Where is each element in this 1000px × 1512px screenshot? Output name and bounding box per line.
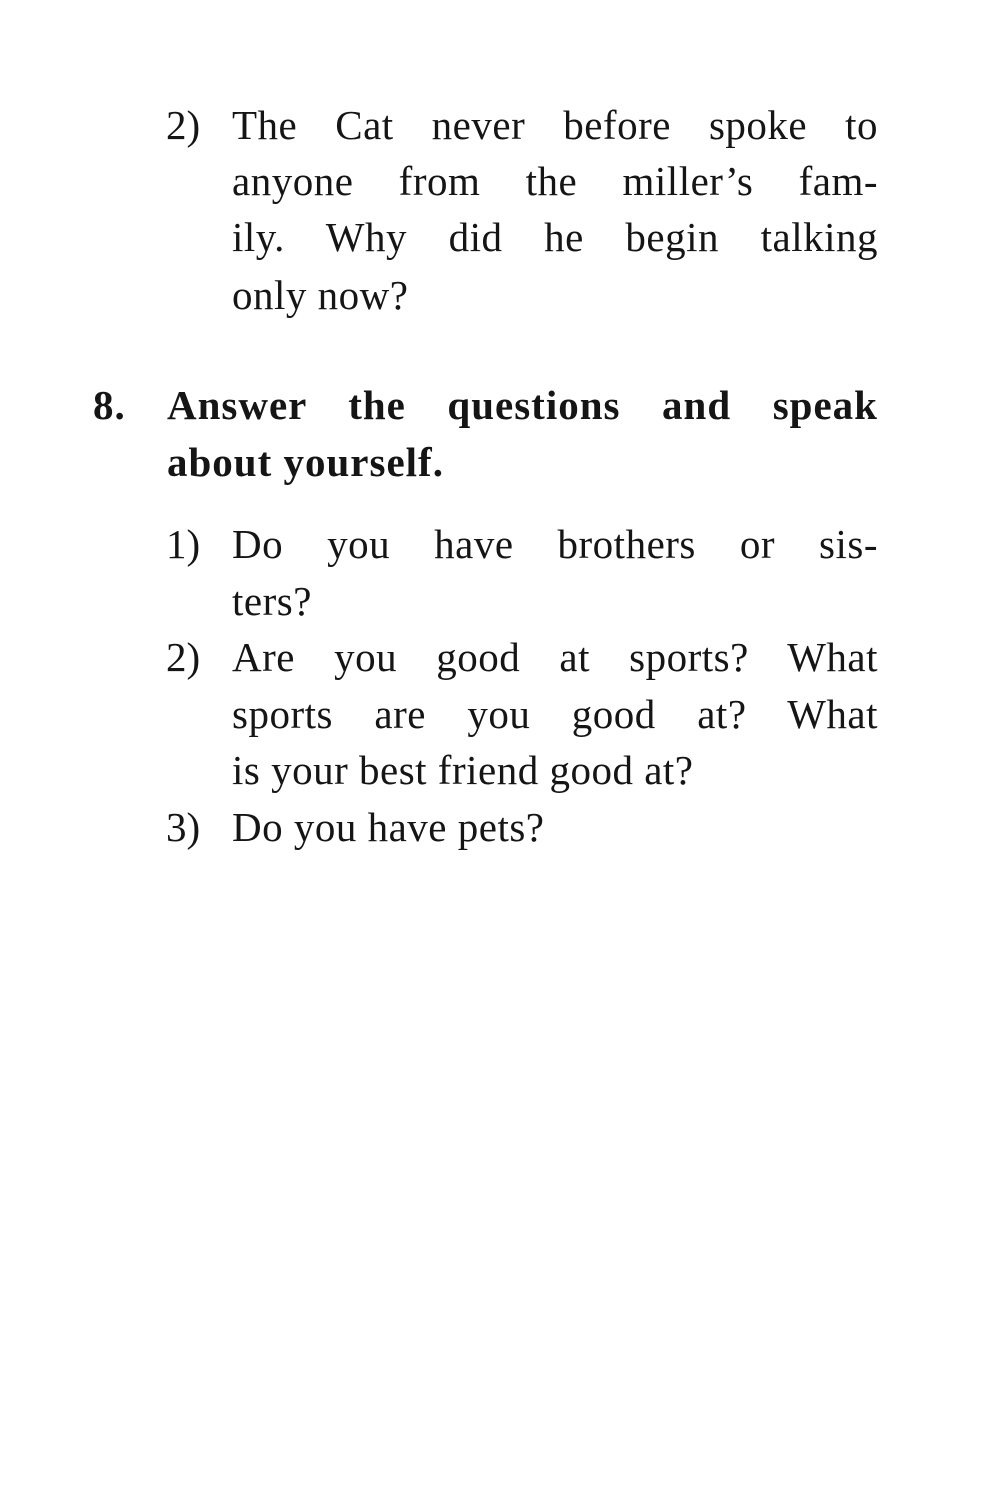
exercise-title-line-1: Answer the questions and speak: [167, 382, 878, 428]
prev-question-line-1: The Cat never before spoke to: [232, 102, 878, 148]
question-line: Are you good at sports? What: [232, 634, 878, 680]
prev-question-line-3: ily. Why did he begin talking: [232, 214, 878, 260]
exercise-title-line-2: about yourself.: [167, 439, 444, 485]
question-number: 2): [166, 634, 201, 680]
question-line: sports are you good at? What: [232, 691, 878, 737]
question-line: Do you have pets?: [232, 804, 545, 850]
prev-question-line-4: only now?: [232, 272, 409, 318]
question-line: ters?: [232, 578, 312, 624]
prev-question-line-2: anyone from the miller’s fam-: [232, 158, 878, 204]
question-line: Do you have brothers or sis-: [232, 521, 878, 567]
exercise-number: 8.: [93, 382, 126, 428]
question-line: is your best friend good at?: [232, 747, 694, 793]
question-number: 1): [166, 521, 201, 567]
question-number: 3): [166, 804, 201, 850]
prev-question-number: 2): [166, 102, 201, 148]
